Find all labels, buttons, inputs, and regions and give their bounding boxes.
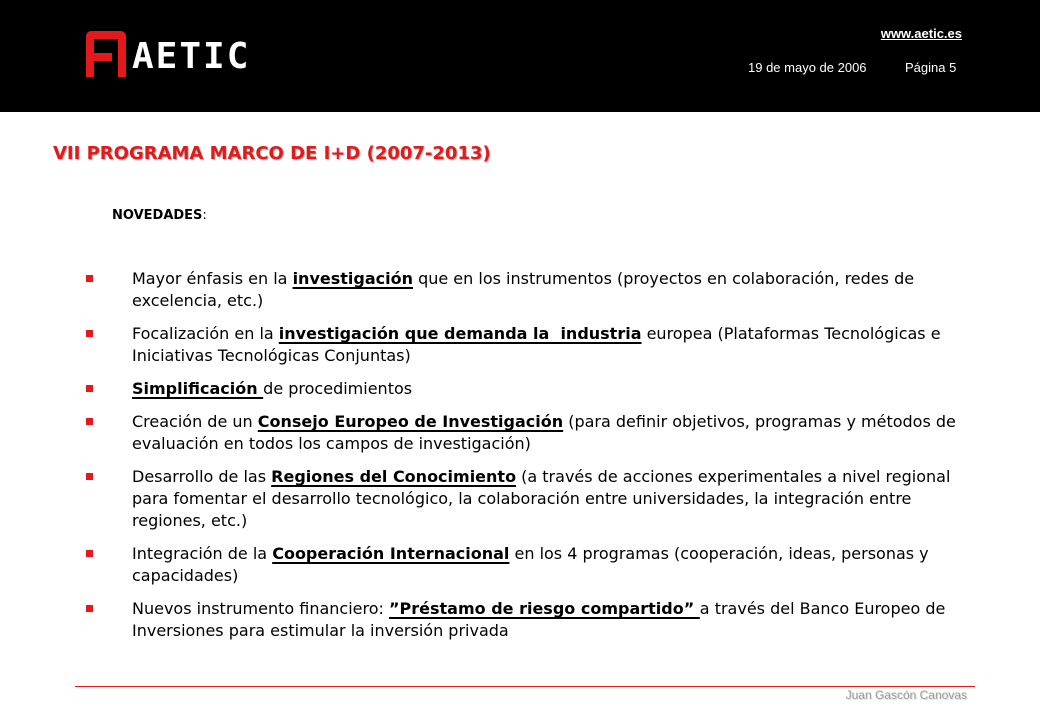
bullet-item: [86, 411, 986, 455]
slide-title: VII PROGRAMA MARCO DE I+D (2007-2013): [53, 143, 491, 164]
bullet-item: [86, 543, 986, 587]
bullet-text: Creación de un: [132, 412, 258, 431]
bullet-item: [86, 598, 986, 642]
bullet-text: europea (Plataformas Tecnológicas e Iniciativas Tecnológicas Conjuntas): [132, 324, 941, 365]
bullet-marker-icon: [86, 275, 93, 282]
brand-logo: [86, 30, 250, 78]
header-bar: [0, 0, 1040, 112]
bullet-highlight: investigación que demanda la industria: [278, 324, 642, 343]
presentation-date: 19 de mayo de 2006: [748, 60, 867, 75]
bullet-marker-icon: [86, 330, 93, 337]
bullet-marker-icon: [86, 418, 93, 425]
bullet-highlight: Cooperación Internacional: [272, 544, 510, 563]
bullet-text: a través del Banco Europeo de Inversiones para estimular la inversión privada: [132, 599, 946, 640]
section-label-colon: :: [202, 208, 207, 223]
bullet-highlight: ”Préstamo de riesgo compartido”: [389, 599, 700, 618]
bullet-text: Nuevos instrumento financiero:: [132, 599, 390, 618]
bullet-text: Integración de la: [132, 544, 273, 563]
bullet-list: [86, 268, 986, 653]
bullet-text: Desarrollo de las: [132, 467, 272, 486]
brand-name: AETIC: [132, 36, 251, 77]
page-number: Página 5: [905, 60, 957, 75]
bullet-highlight: investigación: [292, 269, 413, 288]
bullet-text: que en los instrumentos (proyectos en colaboración, redes de excelencia, etc.): [132, 269, 915, 310]
bullet-text: de procedimientos: [263, 379, 413, 398]
bullet-text: (para definir objetivos, programas y métodos de evaluación en todos los campos de investigación): [132, 412, 956, 453]
bullet-item: [86, 466, 986, 532]
bullet-highlight: Regiones del Conocimiento: [271, 467, 517, 486]
section-label-text: NOVEDADES: [112, 208, 203, 223]
aetic-logo-icon: [86, 31, 126, 77]
bullet-marker-icon: [86, 385, 93, 392]
footer-divider: [75, 686, 975, 687]
bullet-text: en los 4 programas (cooperación, ideas, personas y capacidades): [132, 544, 929, 585]
bullet-text: (a través de acciones experimentales a nivel regional para fomentar el desarrollo tecnológico, la colaboración entre universidades, la integración entre regiones, etc.): [132, 467, 951, 530]
bullet-marker-icon: [86, 473, 93, 480]
bullet-item: [86, 378, 986, 400]
bullet-highlight: Consejo Europeo de Investigación: [257, 412, 564, 431]
bullet-item: [86, 268, 986, 312]
bullet-text: Focalización en la: [132, 324, 279, 343]
bullet-text: Mayor énfasis en la: [132, 269, 293, 288]
bullet-marker-icon: [86, 605, 93, 612]
bullet-marker-icon: [86, 550, 93, 557]
website-link[interactable]: www.aetic.es: [880, 26, 962, 41]
bullet-item: [86, 323, 986, 367]
section-label: [112, 208, 207, 223]
author-name: Juan Gascón Canovas: [845, 688, 967, 702]
bullet-highlight: Simplificación: [132, 379, 264, 398]
